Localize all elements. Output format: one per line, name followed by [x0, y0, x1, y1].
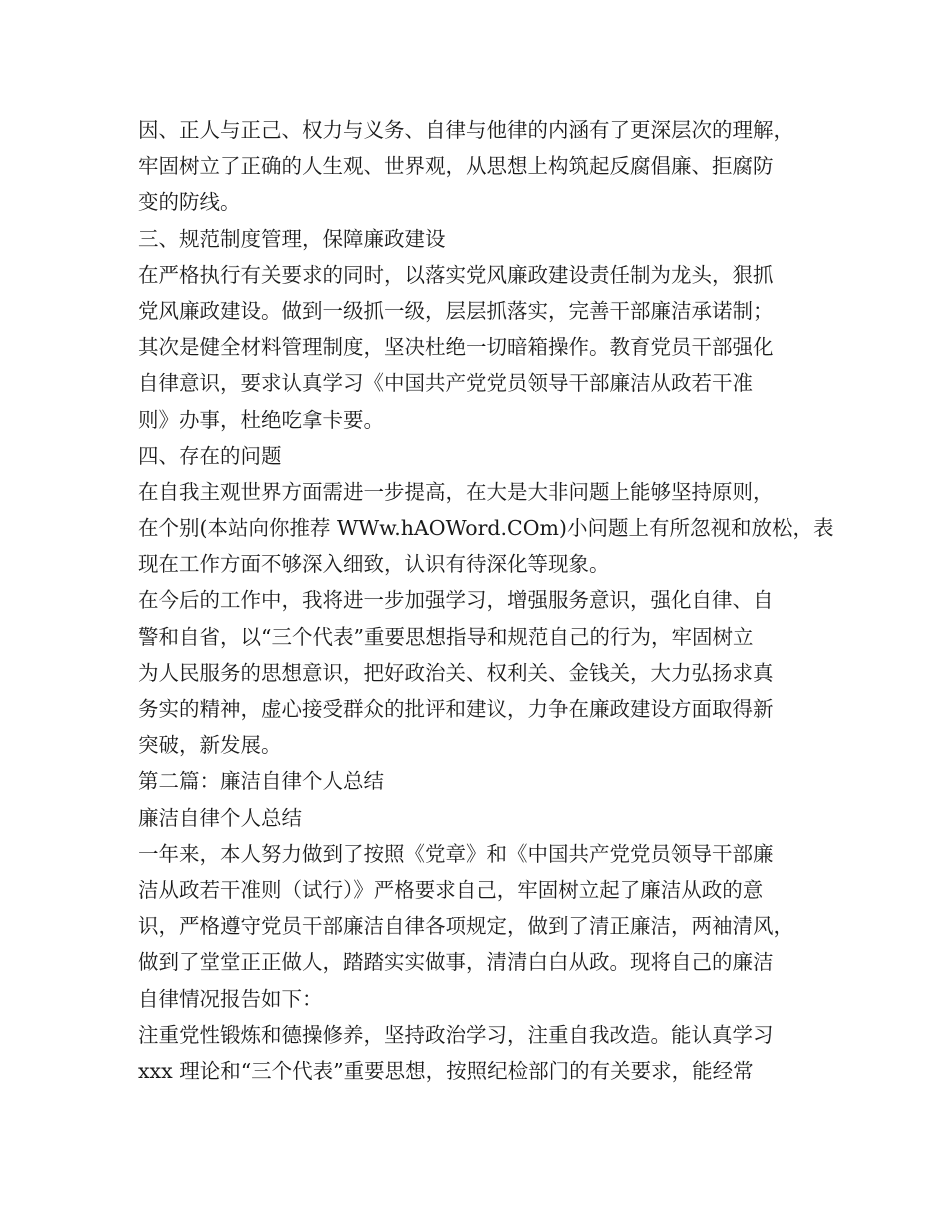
text-line: 现在工作方面不够深入细致，认识有待深化等现象。: [138, 552, 610, 577]
text-line: xxx 理论和“三个代表”重要思想，按照纪检部门的有关要求，能经常: [138, 1058, 754, 1083]
text-line: 识，严格遵守党员干部廉洁自律各项规定，做到了清正廉洁，两袖清风，: [138, 914, 794, 939]
section-heading: 三、规范制度管理，保障廉政建设: [138, 226, 446, 251]
chapter-heading: 第二篇：廉洁自律个人总结: [138, 769, 384, 794]
text-line: 突破，新发展。: [138, 733, 282, 758]
text-line: 警和自省，以“三个代表”重要思想指导和规范自己的行为，牢固树立: [138, 624, 754, 649]
text-line: 因、正人与正己、权力与义务、自律与他律的内涵有了更深层次的理解，: [138, 118, 794, 142]
document-body: [138, 112, 834, 1089]
text-line: 做到了堂堂正正做人，踏踏实实做事，清清白白从政。现将自己的廉洁: [138, 950, 774, 975]
text-line: 一年来，本人努力做到了按照《党章》和《中国共产党党员领导干部廉: [138, 841, 774, 866]
text-line: 为人民服务的思想意识，把好政治关、权利关、金钱关，大力弘扬求真: [138, 660, 774, 685]
text-line: 在个别(本站向你推荐 WWw.hAOWord.COm)小问题上有所忽视和放松，表: [138, 516, 834, 541]
text-line: 则》办事，杜绝吃拿卡要。: [138, 407, 384, 432]
document-title: 廉洁自律个人总结: [138, 805, 302, 830]
text-line: 自律意识，要求认真学习《中国共产党党员领导干部廉洁从政若干准: [138, 371, 753, 396]
text-line: 自律情况报告如下：: [138, 986, 323, 1011]
section-heading: 四、存在的问题: [138, 443, 282, 468]
text-line: 洁从政若干准则（试行）》严格要求自己，牢固树立起了廉洁从政的意: [138, 877, 764, 902]
text-line: 务实的精神，虚心接受群众的批评和建议，力争在廉政建设方面取得新: [138, 697, 774, 721]
text-line: 在今后的工作中，我将进一步加强学习，增强服务意识，强化自律、自: [138, 588, 774, 613]
text-line: 牢固树立了正确的人生观、世界观，从思想上构筑起反腐倡廉、拒腐防: [138, 154, 774, 179]
text-line: 注重党性锻炼和德操修养，坚持政治学习，注重自我改造。能认真学习: [138, 1022, 774, 1047]
text-line: 在严格执行有关要求的同时，以落实党风廉政建设责任制为龙头，狠抓: [138, 262, 774, 287]
text-line: 其次是健全材料管理制度，坚决杜绝一切暗箱操作。教育党员干部强化: [138, 335, 774, 360]
text-line: 在自我主观世界方面需进一步提高，在大是大非问题上能够坚持原则，: [138, 479, 774, 504]
text-line: 变的防线。: [138, 190, 241, 215]
text-line: 党风廉政建设。做到一级抓一级，层层抓落实，完善干部廉洁承诺制；: [138, 298, 774, 323]
